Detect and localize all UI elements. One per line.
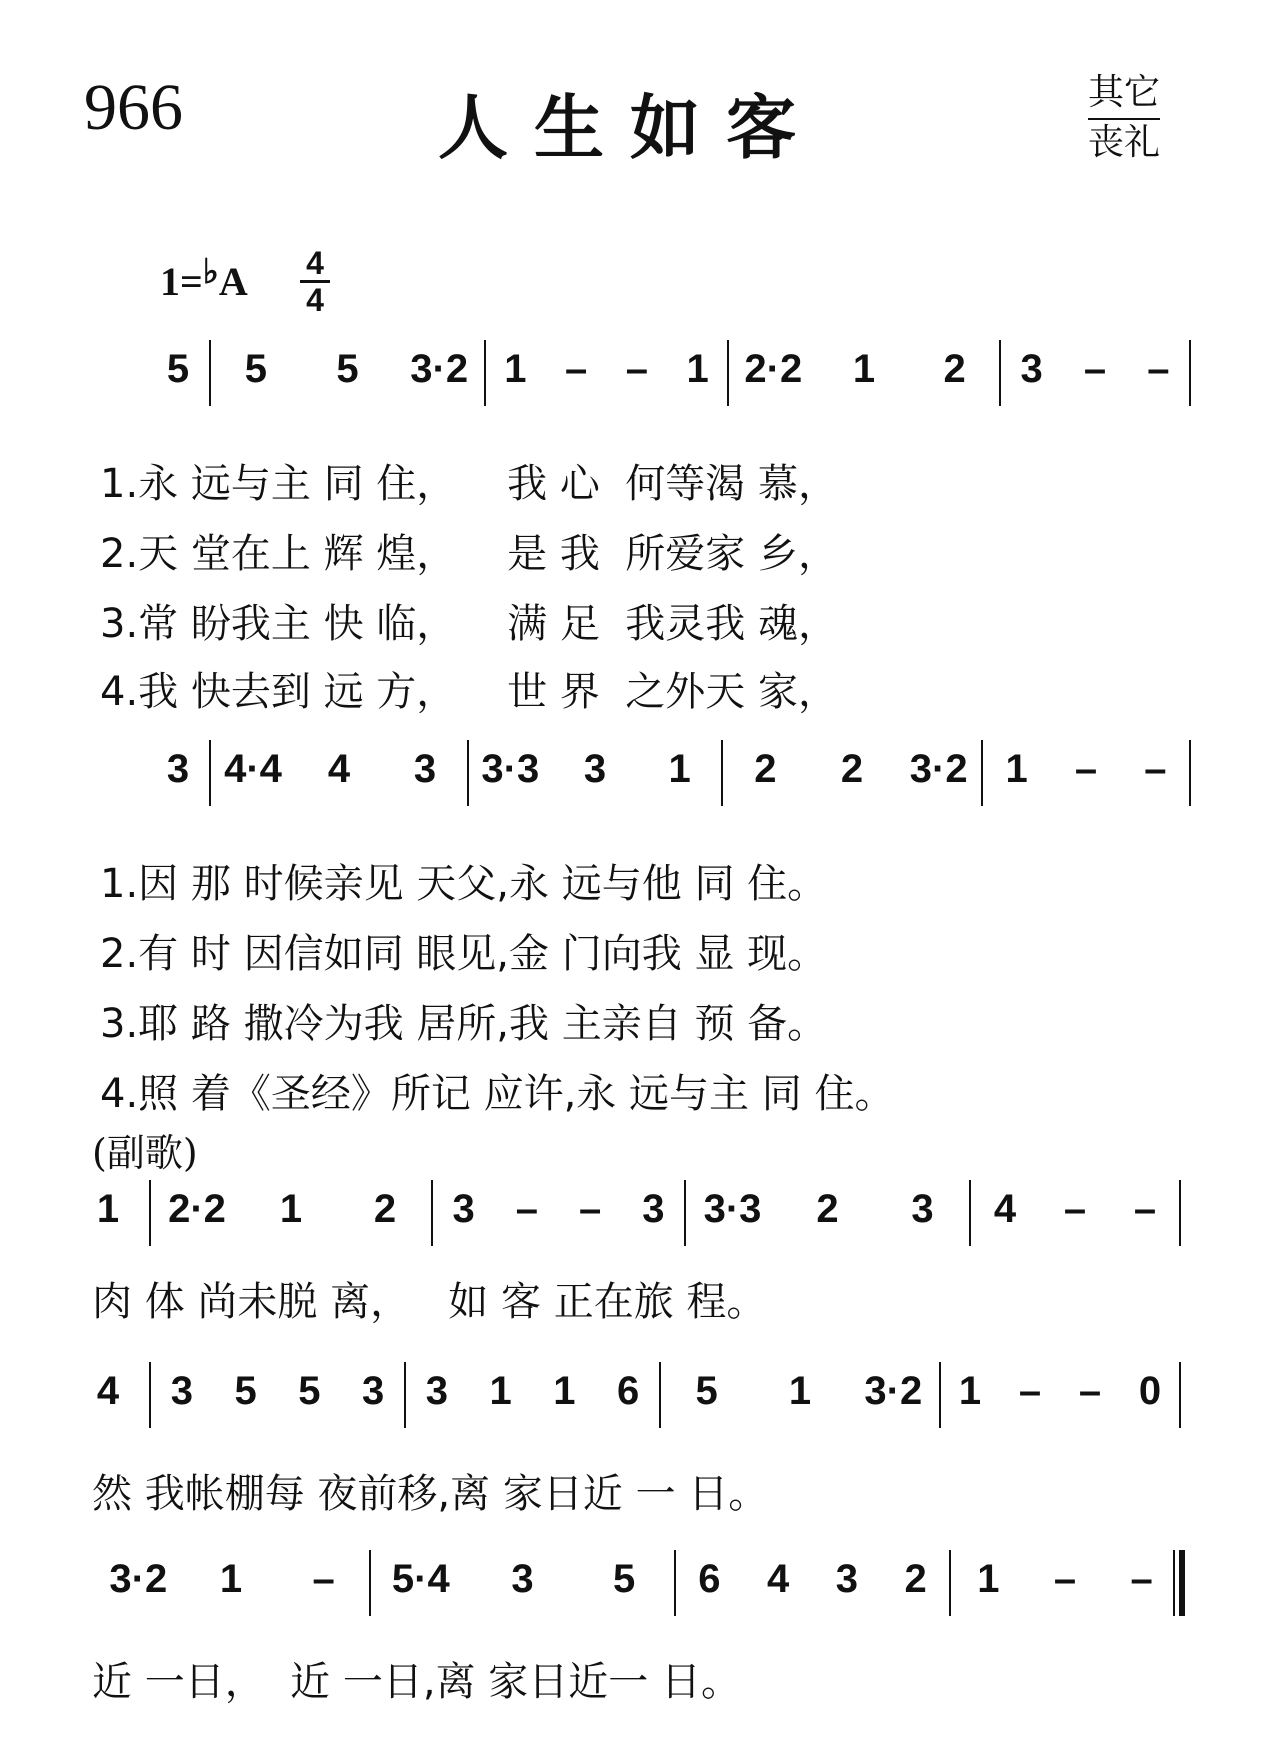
note: 1 [489, 1369, 512, 1413]
note: 4 [767, 1557, 790, 1601]
note: 1 [553, 1369, 576, 1413]
category-bottom: 丧礼 [1088, 122, 1161, 163]
note: 2 [840, 747, 864, 791]
lyric-line-1-verse-3: 3.常 盼我主 快 临， 满 足 我灵我 魂， [100, 601, 839, 647]
note: 3·2 [909, 747, 968, 791]
note: 3 [583, 747, 607, 791]
lyric-line-2-verse-3: 3.耶 路 撒冷为我 居所,我 主亲自 预 备。 [100, 1001, 828, 1047]
pickup-note: 4 [96, 1369, 120, 1413]
lyric-line-3: 肉 体 尚未脱 离， 如 客 正在旅 程。 [92, 1279, 767, 1325]
note: 6 [698, 1557, 721, 1601]
note: 3 [1020, 347, 1043, 391]
lyric-line-2-verse-4: 4.照 着《圣经》所记 应许,永 远与主 同 住。 [100, 1071, 895, 1117]
notation-svg [0, 340, 1280, 420]
note: 1 [219, 1557, 243, 1601]
note: 3 [413, 747, 437, 791]
time-denominator: 4 [300, 280, 330, 317]
category-label [1088, 70, 1160, 166]
pickup-note: 3 [166, 747, 190, 791]
note: 1 [788, 1369, 812, 1413]
note: 3 [511, 1557, 534, 1601]
notation-svg [0, 1180, 1280, 1260]
note: 4 [327, 747, 351, 791]
note: 1 [279, 1187, 303, 1231]
note: 1 [1005, 747, 1028, 791]
note: – [625, 347, 648, 391]
lyric-line-2-verse-1: 1.因 那 时候亲见 天父,永 远与他 同 住。 [100, 861, 828, 907]
note: 3 [170, 1369, 193, 1413]
note: 2 [816, 1187, 839, 1231]
note: 5 [336, 347, 359, 391]
note: 5 [298, 1369, 321, 1413]
flat-icon: ♭ [202, 254, 219, 291]
lyric-line-4: 然 我帐棚每 夜前移,离 家日近 一 日。 [92, 1471, 769, 1517]
music-line-4 [0, 1362, 1280, 1442]
note: 1 [852, 347, 876, 391]
lyric-line-5: 近 一日， 近 一日,离 家日近一 日。 [92, 1659, 742, 1705]
chorus-label: (副歌) [92, 1131, 198, 1175]
music-line-1 [0, 340, 1280, 420]
music-line-3 [0, 1180, 1280, 1260]
note: 2·2 [168, 1187, 226, 1231]
lyric-line-1-verse-4: 4.我 快去到 远 方， 世 界 之外天 家， [100, 669, 839, 715]
time-numerator: 4 [306, 245, 324, 281]
note: 3 [642, 1187, 665, 1231]
key-prefix: 1= [160, 259, 203, 304]
pickup-note: 5 [166, 347, 190, 391]
note: 3·3 [703, 1187, 762, 1231]
notation-svg [0, 1362, 1280, 1442]
note: 4·4 [224, 747, 282, 791]
note: – [1133, 1187, 1157, 1231]
key-signature [160, 254, 248, 305]
note: 5 [695, 1369, 718, 1413]
note: 4 [993, 1187, 1017, 1231]
category-top: 其它 [1088, 70, 1160, 120]
note: 3 [425, 1369, 448, 1413]
note: 3·2 [864, 1369, 923, 1413]
note: 3 [362, 1369, 385, 1413]
note: 6 [617, 1369, 640, 1413]
note: 3 [835, 1557, 858, 1601]
note: 1 [977, 1557, 1000, 1601]
note: 0 [1138, 1369, 1162, 1413]
note: 3·2 [109, 1557, 168, 1601]
note: 2 [904, 1557, 927, 1601]
note: – [1147, 347, 1170, 391]
note: 1 [668, 747, 691, 791]
note: 3·3 [481, 747, 540, 791]
note: 2 [373, 1187, 397, 1231]
note: – [1083, 347, 1107, 391]
note: 1 [686, 347, 709, 391]
note: 1 [504, 347, 527, 391]
note: 2 [943, 347, 966, 391]
key-letter: A [218, 259, 248, 304]
note: – [1078, 1369, 1102, 1413]
note: – [1018, 1369, 1042, 1413]
note: – [1144, 747, 1167, 791]
note: 1 [958, 1369, 982, 1413]
note: 3·2 [410, 347, 469, 391]
hymn-title: 人生如客 [438, 87, 822, 169]
hymn-number: 966 [84, 71, 183, 144]
pickup-note: 1 [96, 1187, 120, 1231]
note: – [1063, 1187, 1087, 1231]
note: – [1053, 1557, 1077, 1601]
note: 3 [911, 1187, 934, 1231]
note: – [579, 1187, 602, 1231]
note: – [1074, 747, 1098, 791]
time-signature [300, 246, 330, 317]
note: 5 [244, 347, 267, 391]
note: – [312, 1557, 335, 1601]
note: – [515, 1187, 538, 1231]
note: – [1130, 1557, 1153, 1601]
notation-svg [0, 740, 1280, 820]
notation-svg [0, 1550, 1280, 1630]
note: 5 [234, 1369, 257, 1413]
lyric-line-2-verse-2: 2.有 时 因信如同 眼见,金 门向我 显 现。 [100, 931, 828, 977]
note: 2·2 [744, 347, 803, 391]
music-line-5 [0, 1550, 1280, 1630]
note: – [565, 347, 588, 391]
note: 5 [613, 1557, 636, 1601]
note: 2 [754, 747, 777, 791]
note: 3 [452, 1187, 475, 1231]
lyric-line-1-verse-2: 2.天 堂在上 辉 煌， 是 我 所爱家 乡， [100, 531, 839, 577]
music-line-2 [0, 740, 1280, 820]
lyric-line-1-verse-1: 1.永 远与主 同 住， 我 心 何等渴 慕， [100, 461, 839, 507]
note: 5·4 [391, 1557, 450, 1601]
